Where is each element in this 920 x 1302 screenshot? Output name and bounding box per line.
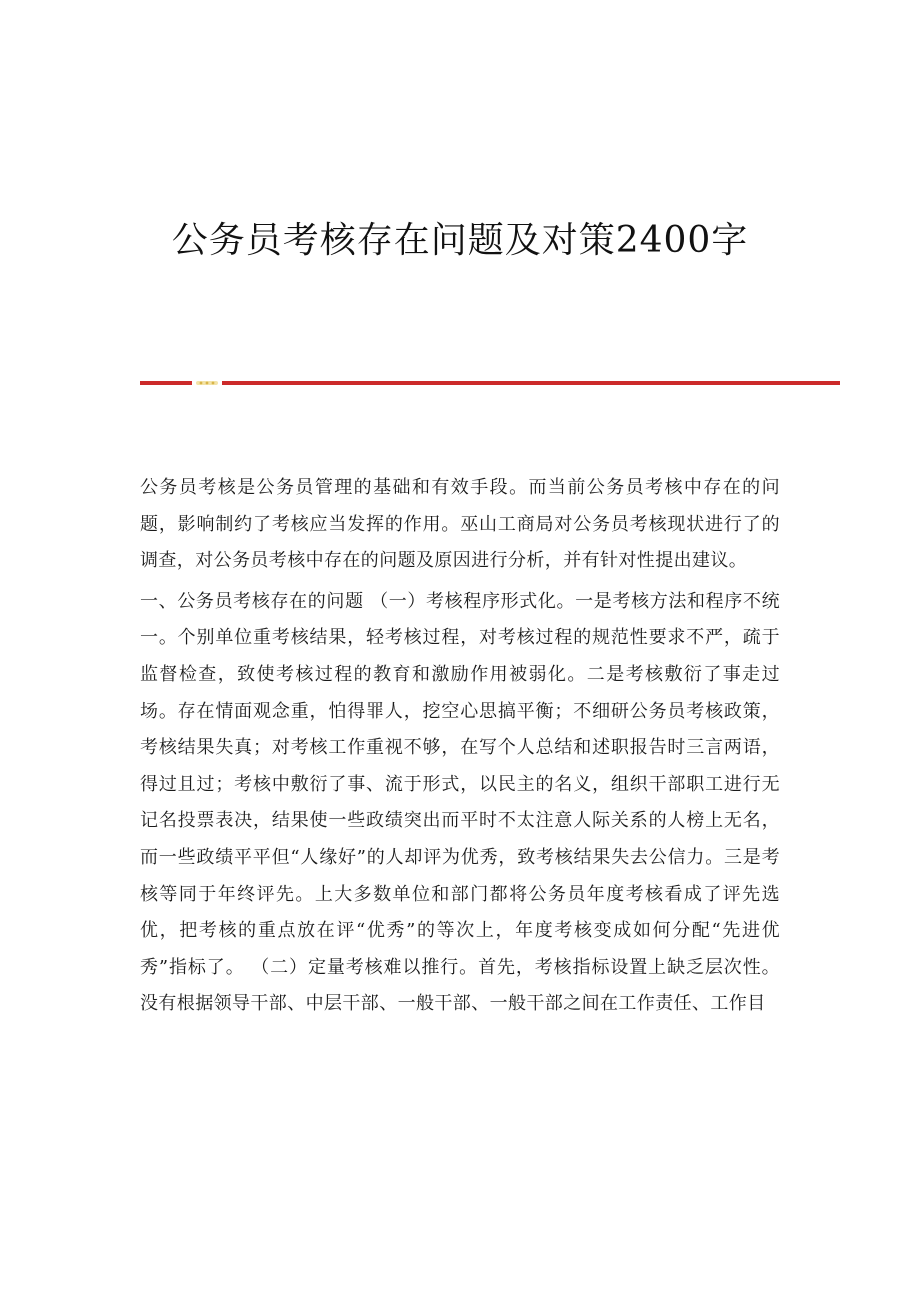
divider-right-segment xyxy=(222,381,840,385)
title-divider xyxy=(140,380,840,386)
divider-left-segment xyxy=(140,381,192,385)
document-body xyxy=(140,470,780,1027)
paragraph-intro: 公务员考核是公务员管理的基础和有效手段。而当前公务员考核中存在的问题，影响制约了考核应当发挥的作用。巫山工商局对公务员考核现状进行了的调查，对公务员考核中存在的问题及原因进行分析，并有针对性提出建议。 xyxy=(140,477,780,572)
divider-ornament-icon xyxy=(196,380,218,386)
paragraph-problems: 一、公务员考核存在的问题 （一）考核程序形式化。一是考核方法和程序不统一。个别单位重考核结果，轻考核过程，对考核过程的规范性要求不严，疏于监督检查，致使考核过程的教育和激励作用被弱化。二是考核敷衍了事走过场。存在情面观念重，怕得罪人，挖空心思搞平衡；不细研公务员考核政策，考核结果失真；对考核工作重视不够，在写个人总结和述职报告时三言两语，得过且过；考核中敷衍了事、流于形式，以民主的名义，组织干部职工进行无记名投票表决，结果使一些政绩突出而平时不太注意人际关系的人榜上无名，而一些政绩平平但“人缘好”的人却评为优秀，致考核结果失去公信力。三是考核等同于年终评先。上大多数单位和部门都将公务员年度考核看成了评先选优，把考核的重点放在评“优秀”的等次上，年度考核变成如何分配“先进优秀”指标了。 （二）定量考核难以推行。首先，考核指标设置上缺乏层次性。没有根据领导干部、中层干部、一般干部、一般干部之间在工作责任、工作目 xyxy=(140,590,780,1015)
document-title: 公务员考核存在问题及对策2400字 xyxy=(171,220,749,261)
